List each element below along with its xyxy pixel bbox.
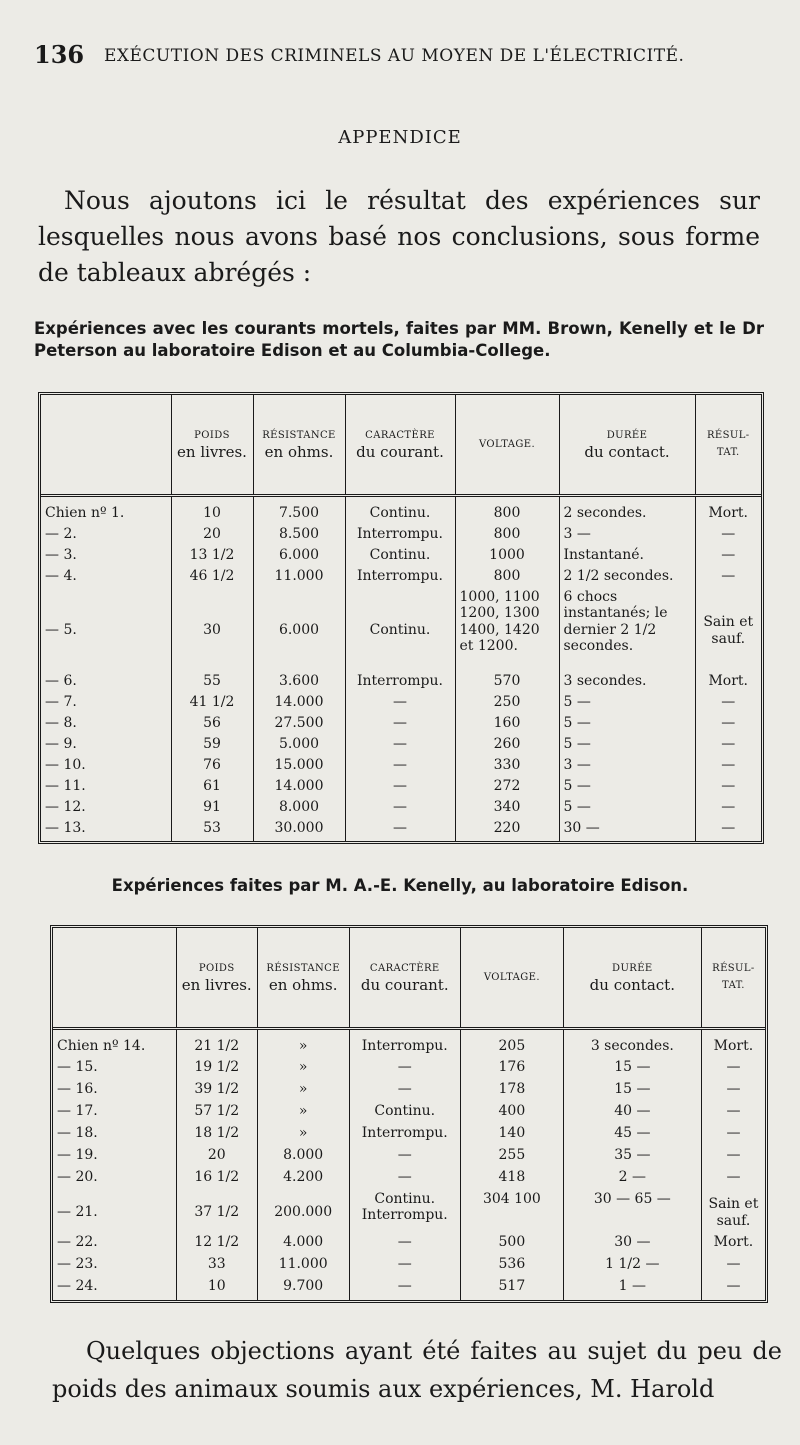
cell-duree: 30 — 65 — [563,1191,701,1235]
cell-resultat: — [726,1125,741,1141]
cell-caractere: — [345,778,455,799]
cell-duree: 3 secondes. [563,1038,701,1060]
cell-subject: — 8. [41,715,171,736]
cell-resultat: — [726,1278,741,1295]
cell-subject: — 22. [53,1234,176,1256]
table-row [41,736,761,757]
table-row [41,526,761,547]
table-row [53,1125,765,1147]
cell-voltage: 255 [461,1147,564,1169]
header-resistance [257,928,349,1028]
table-row [41,778,761,799]
table1 [38,392,764,844]
header-poids-small: POIDS [198,963,235,975]
cell-resistance: 9.700 [257,1278,349,1300]
cell-subject: — 21. [53,1191,176,1235]
cell-resistance: 7.500 [253,505,345,526]
header-resistance-main: en ohms. [264,443,334,462]
header-caractere-main: du courant. [356,443,444,462]
header-duree-main: du contact. [589,976,675,995]
cell-subject: — 12. [41,799,171,820]
cell-poids: 91 [171,799,253,820]
cell-resistance: 27.500 [253,715,345,736]
cell-resistance: 6.000 [253,547,345,568]
cell-poids: 20 [171,526,253,547]
cell-duree: 40 — [563,1103,701,1125]
header-resistance-small: RÉSISTANCE [262,430,336,442]
cell-poids: 20 [176,1147,257,1169]
cell-poids: 53 [171,820,253,841]
cell-caractere: Continu. [345,589,455,673]
cell-subject: — 6. [41,673,171,694]
cell-resistance: 8.000 [257,1147,349,1169]
cell-caractere: Interrompu. [345,673,455,694]
cell-resultat: — [726,1168,741,1185]
header-resultat-small: RÉSUL-TAT. [706,430,750,459]
cell-voltage: 500 [461,1234,564,1256]
cell-duree: 15 — [563,1081,701,1103]
cell-resistance: 6.000 [253,589,345,673]
header-caractere [349,928,460,1028]
cell-poids: 13 1/2 [171,547,253,568]
cell-resistance: 14.000 [253,694,345,715]
cell-caractere: — [345,820,455,841]
cell-voltage: 176 [461,1059,564,1081]
cell-poids: 18 1/2 [176,1125,257,1147]
cell-caractere: Continu. Interrompu. [349,1191,460,1235]
cell-duree: 2 secondes. [559,505,695,526]
header-resistance-main: en ohms. [268,976,338,995]
cell-resultat: — [726,1081,741,1098]
cell-voltage: 220 [455,820,559,841]
cell-poids: 39 1/2 [176,1081,257,1103]
running-title: EXÉCUTION DES CRIMINELS AU MOYEN DE L'ÉLECTRICITÉ. [104,46,685,66]
table-row [41,799,761,820]
header-poids-main: en livres. [181,976,252,995]
cell-resistance: 8.000 [253,799,345,820]
table2 [50,925,768,1303]
cell-caractere: Continu. [349,1103,460,1125]
cell-subject: — 24. [53,1278,176,1300]
cell-resistance: 3.600 [253,673,345,694]
table-row [41,694,761,715]
cell-voltage: 340 [455,799,559,820]
cell-duree: 3 — [559,757,695,778]
cell-poids: 41 1/2 [171,694,253,715]
cell-resultat: — [721,798,736,815]
cell-resistance: 11.000 [257,1256,349,1278]
cell-poids: 46 1/2 [171,568,253,589]
table-header-row [53,928,765,1028]
cell-resistance: 4.000 [257,1234,349,1256]
cell-voltage: 800 [455,505,559,526]
cell-voltage: 272 [455,778,559,799]
table-row [41,820,761,841]
cell-duree: 6 chocs instantanés; le dernier 2 1/2 secondes. [559,589,695,673]
table-row [53,1038,765,1060]
header-caractere-main: du courant. [360,976,449,995]
cell-poids: 56 [171,715,253,736]
cell-resistance: » [257,1038,349,1060]
cell-caractere: Continu. [345,547,455,568]
cell-poids: 61 [171,778,253,799]
cell-subject: — 16. [53,1081,176,1103]
table1-grid [41,395,761,841]
cell-resistance: 5.000 [253,736,345,757]
cell-subject: — 18. [53,1125,176,1147]
cell-resultat: — [721,546,736,563]
header-poids-small: POIDS [194,430,230,442]
table-row [41,715,761,736]
cell-voltage: 304 100 [461,1191,564,1235]
cell-caractere: — [349,1278,460,1300]
cell-voltage: 260 [455,736,559,757]
table-row [53,1059,765,1081]
running-head [34,40,760,70]
table-row [53,1103,765,1125]
cell-caractere: — [345,736,455,757]
table-row [53,1147,765,1169]
cell-resultat: — [721,777,736,794]
cell-poids: 21 1/2 [176,1038,257,1060]
cell-poids: 33 [176,1256,257,1278]
cell-voltage: 570 [455,673,559,694]
cell-poids: 19 1/2 [176,1059,257,1081]
cell-resultat: — [721,756,736,773]
cell-voltage: 800 [455,526,559,547]
table2-caption: Expériences faites par M. A.-E. Kenelly, au laboratoire Edison. [111,876,689,895]
cell-voltage: 160 [455,715,559,736]
outro-paragraph: Quelques objections ayant été faites au sujet du peu de poids des animaux soumis aux expériences, M. Harold [52,1337,782,1403]
cell-resultat: Sain et sauf. [703,614,754,647]
cell-subject: — 5. [41,589,171,673]
cell-poids: 10 [171,505,253,526]
cell-voltage: 250 [455,694,559,715]
cell-resultat: — [721,714,736,731]
cell-resistance: 14.000 [253,778,345,799]
cell-caractere: Interrompu. [349,1038,460,1060]
cell-duree: 15 — [563,1059,701,1081]
header-poids [171,395,253,495]
cell-caractere: — [345,715,455,736]
cell-subject: Chien nº 14. [53,1038,176,1060]
cell-resultat: — [726,1059,741,1076]
cell-duree: 5 — [559,778,695,799]
cell-voltage: 205 [461,1038,564,1060]
cell-subject: — 17. [53,1103,176,1125]
table-row [53,1081,765,1103]
cell-caractere: — [349,1234,460,1256]
header-resultat [695,395,761,495]
header-resistance-small: RÉSISTANCE [266,963,340,975]
intro-paragraph: Nous ajoutons ici le résultat des expériences sur lesquelles nous avons basé nos conclusions, sous forme de tableaux abrégés : [38,186,760,287]
table-row [53,1256,765,1278]
cell-resultat: Sain et sauf. [708,1196,759,1229]
header-duree-small: DURÉE [612,963,653,975]
cell-caractere: — [345,694,455,715]
page-number: 136 [34,40,85,69]
cell-resultat: — [721,525,736,542]
cell-caractere: Interrompu. [345,526,455,547]
header-duree-main: du contact. [584,443,670,462]
table-row [53,1234,765,1256]
header-voltage [455,395,559,495]
cell-caractere: Interrompu. [349,1125,460,1147]
table-row [41,505,761,526]
table-row [41,589,761,673]
header-duree-small: DURÉE [606,430,648,442]
cell-resultat: Mort. [713,1037,754,1054]
header-caractere [345,395,455,495]
cell-caractere: — [345,799,455,820]
table-row [53,1191,765,1235]
cell-duree: 5 — [559,736,695,757]
header-voltage-small: VOLTAGE. [478,438,536,450]
cell-resistance: 200.000 [257,1191,349,1235]
header-resultat-small: RÉSUL-TAT. [712,963,755,992]
cell-subject: — 15. [53,1059,176,1081]
cell-resistance: » [257,1059,349,1081]
table2-grid [53,928,765,1300]
cell-caractere: — [349,1147,460,1169]
cell-duree: 2 1/2 secondes. [559,568,695,589]
cell-subject: Chien nº 1. [41,505,171,526]
header-subject [53,928,176,1028]
cell-resultat: — [726,1256,741,1273]
cell-resultat: — [721,735,736,752]
cell-caractere: — [349,1169,460,1191]
appendix-title: APPENDICE [338,127,462,148]
cell-duree: 30 — [559,820,695,841]
cell-subject: — 13. [41,820,171,841]
header-resistance [253,395,345,495]
cell-subject: — 23. [53,1256,176,1278]
cell-poids: 55 [171,673,253,694]
header-duree [559,395,695,495]
cell-resistance: 11.000 [253,568,345,589]
cell-voltage: 330 [455,757,559,778]
cell-duree: Instantané. [559,547,695,568]
header-subject [41,395,171,495]
cell-resultat: Mort. [708,504,749,521]
cell-resistance: 4.200 [257,1169,349,1191]
cell-resistance: » [257,1103,349,1125]
cell-caractere: — [349,1256,460,1278]
cell-poids: 10 [176,1278,257,1300]
cell-voltage: 400 [461,1103,564,1125]
cell-subject: — 10. [41,757,171,778]
header-resultat [701,928,765,1028]
cell-resistance: » [257,1081,349,1103]
cell-voltage: 1000, 1100 1200, 1300 1400, 1420 et 1200. [455,589,559,673]
cell-subject: — 20. [53,1169,176,1191]
cell-resistance: » [257,1125,349,1147]
header-duree [563,928,701,1028]
cell-resultat: Mort. [713,1234,754,1251]
cell-duree: 1 — [563,1278,701,1300]
cell-poids: 57 1/2 [176,1103,257,1125]
cell-voltage: 536 [461,1256,564,1278]
cell-poids: 76 [171,757,253,778]
cell-voltage: 517 [461,1278,564,1300]
cell-voltage: 178 [461,1081,564,1103]
cell-poids: 12 1/2 [176,1234,257,1256]
cell-duree: 30 — [563,1234,701,1256]
cell-subject: — 2. [41,526,171,547]
cell-caractere: Interrompu. [345,568,455,589]
header-caractere-small: CARACTÈRE [369,963,440,975]
table-row [41,568,761,589]
cell-duree: 3 secondes. [559,673,695,694]
cell-duree: 5 — [559,715,695,736]
cell-resultat: — [721,567,736,584]
cell-voltage: 418 [461,1169,564,1191]
cell-poids: 30 [171,589,253,673]
cell-poids: 59 [171,736,253,757]
header-voltage [461,928,564,1028]
cell-resultat: Mort. [708,672,749,689]
cell-voltage: 140 [461,1125,564,1147]
table-row [41,547,761,568]
header-voltage-small: VOLTAGE. [483,971,540,983]
cell-duree: 1 1/2 — [563,1256,701,1278]
cell-voltage: 1000 [455,547,559,568]
cell-duree: 45 — [563,1125,701,1147]
cell-caractere: — [345,757,455,778]
table1-caption: Expériences avec les courants mortels, faites par MM. Brown, Kenelly et le Dr Peterson au laboratoire Edison et au Columbia-College. [34,319,764,360]
cell-duree: 2 — [563,1169,701,1191]
cell-duree: 5 — [559,799,695,820]
table-header-row [41,395,761,495]
cell-poids: 37 1/2 [176,1191,257,1235]
cell-subject: — 3. [41,547,171,568]
cell-duree: 35 — [563,1147,701,1169]
header-poids-main: en livres. [177,443,247,462]
cell-subject: — 7. [41,694,171,715]
table-row [41,757,761,778]
cell-resultat: — [721,819,736,836]
cell-subject: — 19. [53,1147,176,1169]
cell-caractere: — [349,1081,460,1103]
table-row [41,673,761,694]
cell-resultat: — [721,693,736,710]
header-caractere-small: CARACTÈRE [365,430,435,442]
cell-resultat: — [726,1146,741,1163]
cell-resultat: — [726,1103,741,1120]
cell-caractere: — [349,1059,460,1081]
table-row [53,1169,765,1191]
cell-duree: 5 — [559,694,695,715]
cell-duree: 3 — [559,526,695,547]
cell-subject: — 4. [41,568,171,589]
table-row [53,1278,765,1300]
cell-resistance: 15.000 [253,757,345,778]
cell-resistance: 8.500 [253,526,345,547]
cell-caractere: Continu. [345,505,455,526]
cell-resistance: 30.000 [253,820,345,841]
cell-voltage: 800 [455,568,559,589]
cell-poids: 16 1/2 [176,1169,257,1191]
cell-subject: — 11. [41,778,171,799]
header-poids [176,928,257,1028]
cell-subject: — 9. [41,736,171,757]
